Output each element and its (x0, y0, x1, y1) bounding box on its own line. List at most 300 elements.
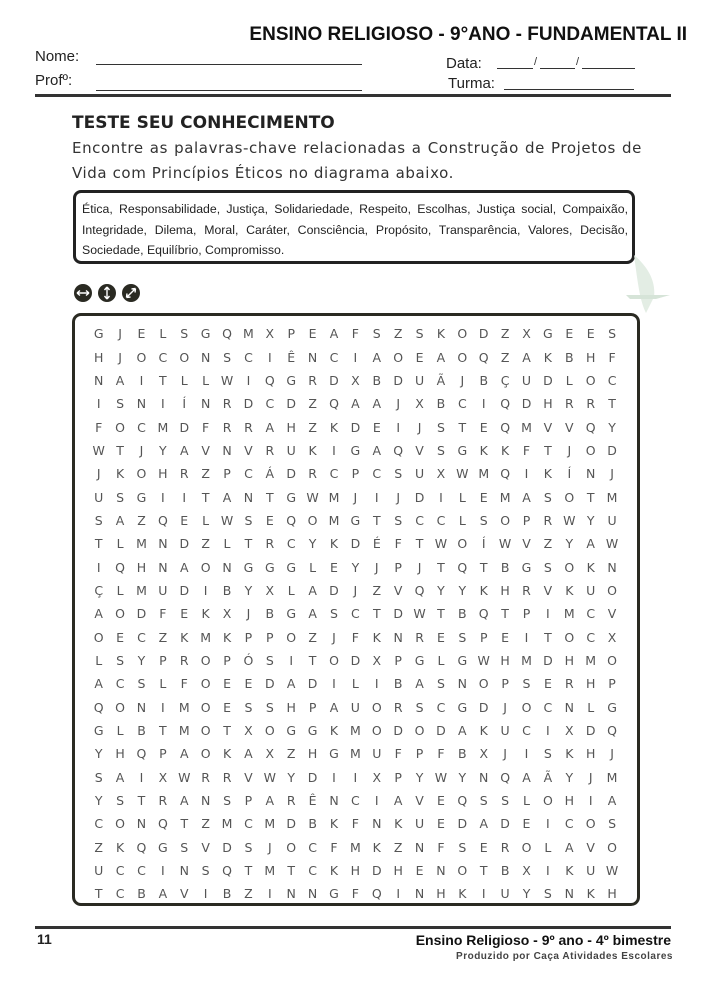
grid-letter[interactable]: L (202, 512, 210, 528)
grid-letter[interactable]: I (96, 559, 101, 575)
grid-letter[interactable]: H (307, 746, 318, 762)
grid-letter[interactable]: O (286, 629, 297, 645)
grid-letter[interactable]: M (264, 816, 276, 832)
grid-letter[interactable]: I (396, 886, 400, 902)
date-day-field[interactable] (497, 68, 533, 69)
grid-letter[interactable]: T (544, 442, 552, 458)
grid-letter[interactable]: X (222, 606, 232, 622)
grid-letter[interactable]: T (544, 629, 552, 645)
grid-letter[interactable]: C (158, 349, 168, 365)
grid-letter[interactable]: I (374, 793, 379, 809)
grid-letter[interactable]: O (307, 512, 318, 528)
grid-letter[interactable]: O (115, 816, 125, 832)
grid-letter[interactable]: F (437, 839, 445, 855)
grid-letter[interactable]: I (524, 466, 529, 482)
grid-letter[interactable]: U (372, 746, 382, 762)
grid-letter[interactable]: D (307, 769, 318, 785)
grid-letter[interactable]: A (158, 886, 168, 902)
grid-letter[interactable]: Z (308, 396, 317, 412)
grid-letter[interactable]: Z (158, 629, 168, 645)
grid-letter[interactable]: X (522, 326, 531, 342)
grid-letter[interactable]: M (349, 723, 361, 739)
grid-letter[interactable]: L (159, 326, 167, 342)
grid-letter[interactable]: B (500, 863, 510, 879)
grid-letter[interactable]: W (306, 489, 319, 505)
grid-letter[interactable]: L (116, 536, 124, 552)
grid-letter[interactable]: F (394, 746, 402, 762)
grid-letter[interactable]: X (372, 652, 382, 668)
grid-letter[interactable]: M (264, 863, 276, 879)
grid-letter[interactable]: Y (159, 442, 167, 458)
grid-letter[interactable]: F (159, 606, 167, 622)
grid-letter[interactable]: E (415, 349, 424, 365)
grid-letter[interactable]: D (543, 372, 553, 388)
grid-letter[interactable]: N (200, 349, 211, 365)
grid-letter[interactable]: E (116, 629, 125, 645)
grid-letter[interactable]: D (393, 606, 403, 622)
grid-letter[interactable]: F (437, 746, 445, 762)
grid-letter[interactable]: Y (458, 582, 467, 598)
grid-letter[interactable]: T (437, 606, 445, 622)
grid-letter[interactable]: A (329, 326, 339, 342)
grid-letter[interactable]: D (307, 676, 318, 692)
grid-letter[interactable]: S (436, 419, 445, 435)
grid-letter[interactable]: E (479, 419, 488, 435)
grid-letter[interactable]: J (503, 746, 507, 762)
grid-letter[interactable]: T (94, 886, 103, 902)
grid-letter[interactable]: H (115, 746, 125, 762)
grid-letter[interactable]: S (415, 699, 424, 715)
grid-letter[interactable]: O (521, 699, 532, 715)
grid-letter[interactable]: I (161, 699, 165, 715)
grid-letter[interactable]: Y (565, 769, 574, 785)
grid-letter[interactable]: W (434, 769, 448, 785)
grid-letter[interactable]: N (243, 489, 254, 505)
grid-letter[interactable]: L (116, 723, 124, 739)
grid-letter[interactable]: K (329, 723, 339, 739)
grid-letter[interactable]: C (564, 816, 574, 832)
grid-letter[interactable]: O (585, 372, 596, 388)
grid-letter[interactable]: G (543, 326, 553, 342)
grid-letter[interactable]: K (115, 839, 125, 855)
grid-letter[interactable]: O (393, 349, 404, 365)
grid-letter[interactable]: B (479, 372, 489, 388)
grid-letter[interactable]: K (586, 886, 595, 902)
grid-letter[interactable]: O (607, 582, 617, 598)
grid-letter[interactable]: T (94, 536, 103, 552)
grid-letter[interactable]: A (179, 746, 189, 762)
grid-letter[interactable]: S (372, 326, 381, 342)
grid-letter[interactable]: B (500, 559, 510, 575)
grid-letter[interactable]: F (180, 676, 188, 692)
grid-letter[interactable]: P (223, 652, 231, 668)
grid-letter[interactable]: L (309, 559, 317, 575)
grid-letter[interactable]: I (481, 886, 486, 902)
grid-letter[interactable]: O (115, 419, 125, 435)
grid-letter[interactable]: C (372, 466, 382, 482)
grid-letter[interactable]: I (161, 396, 165, 412)
grid-letter[interactable]: N (307, 349, 318, 365)
grid-letter[interactable]: X (265, 582, 275, 598)
name-field[interactable] (96, 64, 362, 65)
grid-letter[interactable]: T (372, 606, 381, 622)
grid-letter[interactable]: Q (500, 769, 511, 785)
grid-letter[interactable]: S (458, 629, 467, 645)
grid-letter[interactable]: A (351, 396, 360, 412)
grid-letter[interactable]: R (265, 536, 275, 552)
grid-letter[interactable]: B (393, 676, 403, 692)
grid-letter[interactable]: O (607, 652, 617, 668)
grid-letter[interactable]: D (393, 372, 403, 388)
grid-letter[interactable]: I (246, 372, 251, 388)
grid-letter[interactable]: D (136, 606, 147, 622)
grid-letter[interactable]: E (479, 839, 488, 855)
grid-letter[interactable]: A (372, 442, 382, 458)
grid-letter[interactable]: O (93, 629, 104, 645)
grid-letter[interactable]: N (94, 372, 104, 388)
grid-letter[interactable]: D (457, 816, 468, 832)
grid-letter[interactable]: M (478, 466, 490, 482)
grid-letter[interactable]: C (137, 863, 146, 879)
grid-letter[interactable]: D (350, 536, 361, 552)
grid-letter[interactable]: M (328, 489, 340, 505)
grid-letter[interactable]: A (94, 606, 103, 622)
grid-letter[interactable]: C (543, 699, 553, 715)
grid-letter[interactable]: D (286, 816, 297, 832)
grid-letter[interactable]: O (200, 652, 211, 668)
grid-letter[interactable]: K (543, 466, 552, 482)
grid-letter[interactable]: N (414, 839, 425, 855)
grid-letter[interactable]: K (501, 442, 510, 458)
grid-letter[interactable]: K (372, 839, 381, 855)
grid-letter[interactable]: W (178, 769, 191, 785)
grid-letter[interactable]: Q (500, 396, 511, 412)
grid-letter[interactable]: X (565, 723, 574, 739)
grid-letter[interactable]: W (605, 536, 619, 552)
grid-letter[interactable]: E (265, 512, 274, 528)
grid-letter[interactable]: H (286, 699, 296, 715)
grid-letter[interactable]: Ê (308, 793, 317, 809)
grid-letter[interactable]: R (393, 699, 403, 715)
grid-letter[interactable]: J (139, 442, 144, 458)
grid-letter[interactable]: S (608, 326, 617, 342)
grid-letter[interactable]: S (265, 652, 274, 668)
grid-letter[interactable]: Q (371, 886, 382, 902)
grid-letter[interactable]: K (543, 349, 552, 365)
grid-letter[interactable]: H (93, 349, 104, 365)
grid-letter[interactable]: J (567, 442, 572, 458)
grid-letter[interactable]: Z (201, 466, 210, 482)
grid-letter[interactable]: I (546, 816, 550, 832)
grid-letter[interactable]: O (115, 606, 125, 622)
grid-letter[interactable]: S (244, 839, 253, 855)
grid-letter[interactable]: G (286, 606, 297, 622)
grid-letter[interactable]: A (415, 676, 424, 692)
grid-letter[interactable]: N (607, 559, 617, 575)
grid-letter[interactable]: I (267, 349, 272, 365)
grid-letter[interactable]: T (180, 816, 189, 832)
grid-letter[interactable]: D (478, 326, 489, 342)
grid-letter[interactable]: T (308, 652, 317, 668)
grid-letter[interactable]: T (372, 512, 381, 528)
grid-letter[interactable]: J (610, 466, 614, 482)
grid-letter[interactable]: S (201, 863, 210, 879)
grid-letter[interactable]: U (500, 886, 510, 902)
grid-letter[interactable]: I (353, 769, 358, 785)
grid-letter[interactable]: C (286, 536, 296, 552)
grid-letter[interactable]: A (479, 816, 488, 832)
grid-letter[interactable]: C (244, 816, 253, 832)
grid-letter[interactable]: Q (136, 746, 147, 762)
grid-letter[interactable]: Z (500, 349, 510, 365)
grid-letter[interactable]: T (223, 723, 231, 739)
grid-letter[interactable]: R (244, 419, 253, 435)
grid-letter[interactable]: K (372, 629, 381, 645)
grid-letter[interactable]: G (93, 326, 104, 342)
grid-letter[interactable]: R (564, 676, 574, 692)
grid-letter[interactable]: P (608, 676, 616, 692)
grid-letter[interactable]: S (501, 793, 510, 809)
grid-letter[interactable]: T (137, 793, 146, 809)
grid-letter[interactable]: M (349, 746, 361, 762)
grid-letter[interactable]: R (179, 466, 189, 482)
grid-letter[interactable]: W (434, 536, 448, 552)
grid-letter[interactable]: O (542, 793, 553, 809)
grid-letter[interactable]: T (244, 863, 253, 879)
grid-letter[interactable]: Í (481, 536, 486, 552)
grid-letter[interactable]: T (608, 396, 616, 412)
grid-letter[interactable]: Z (308, 629, 317, 645)
grid-letter[interactable]: D (436, 723, 446, 739)
grid-letter[interactable]: M (157, 419, 169, 435)
teacher-field[interactable] (96, 90, 362, 91)
grid-letter[interactable]: A (115, 372, 125, 388)
grid-letter[interactable]: K (565, 582, 574, 598)
grid-letter[interactable]: O (136, 349, 147, 365)
grid-letter[interactable]: T (437, 559, 445, 575)
grid-letter[interactable]: K (394, 816, 403, 832)
grid-letter[interactable]: O (457, 536, 468, 552)
grid-letter[interactable]: L (544, 839, 552, 855)
grid-letter[interactable]: P (479, 629, 488, 645)
grid-letter[interactable]: C (522, 723, 531, 739)
grid-letter[interactable]: D (350, 419, 361, 435)
grid-letter[interactable]: S (244, 699, 253, 715)
grid-letter[interactable]: Z (201, 816, 210, 832)
grid-letter[interactable]: R (201, 769, 210, 785)
grid-letter[interactable]: C (436, 512, 446, 528)
grid-letter[interactable]: S (522, 676, 531, 692)
grid-letter[interactable]: O (329, 652, 339, 668)
grid-letter[interactable]: N (286, 886, 296, 902)
grid-letter[interactable]: D (393, 723, 403, 739)
grid-letter[interactable]: X (265, 746, 275, 762)
grid-letter[interactable]: W (498, 536, 512, 552)
grid-letter[interactable]: K (458, 886, 467, 902)
grid-letter[interactable]: V (543, 419, 553, 435)
grid-letter[interactable]: M (200, 629, 212, 645)
grid-letter[interactable]: J (118, 326, 122, 342)
grid-letter[interactable]: G (158, 839, 168, 855)
grid-letter[interactable]: N (372, 816, 382, 832)
grid-letter[interactable]: I (182, 489, 187, 505)
grid-letter[interactable]: M (136, 582, 147, 598)
grid-letter[interactable]: I (546, 723, 550, 739)
grid-letter[interactable]: Q (222, 326, 232, 342)
grid-letter[interactable]: A (244, 746, 253, 762)
grid-letter[interactable]: S (436, 676, 445, 692)
grid-letter[interactable]: E (522, 816, 531, 832)
grid-letter[interactable]: N (158, 536, 168, 552)
grid-letter[interactable]: É (372, 536, 381, 552)
grid-letter[interactable]: B (222, 582, 232, 598)
grid-letter[interactable]: J (396, 489, 400, 505)
grid-letter[interactable]: O (457, 326, 468, 342)
grid-letter[interactable]: N (414, 886, 425, 902)
grid-letter[interactable]: B (436, 396, 446, 412)
grid-letter[interactable]: S (394, 512, 403, 528)
grid-letter[interactable]: P (266, 629, 274, 645)
grid-letter[interactable]: P (522, 606, 531, 622)
grid-letter[interactable]: G (286, 723, 297, 739)
grid-letter[interactable]: C (308, 839, 317, 855)
grid-letter[interactable]: G (286, 489, 297, 505)
grid-letter[interactable]: I (374, 489, 379, 505)
grid-letter[interactable]: Q (478, 606, 489, 622)
grid-letter[interactable]: Y (308, 536, 317, 552)
grid-letter[interactable]: R (500, 839, 510, 855)
grid-letter[interactable]: C (244, 466, 253, 482)
grid-letter[interactable]: Á (265, 466, 275, 482)
grid-letter[interactable]: O (264, 723, 275, 739)
grid-letter[interactable]: L (351, 676, 359, 692)
grid-letter[interactable]: Q (478, 349, 489, 365)
grid-letter[interactable]: X (351, 372, 360, 388)
grid-letter[interactable]: F (351, 886, 359, 902)
grid-letter[interactable]: R (179, 652, 189, 668)
grid-letter[interactable]: D (222, 839, 232, 855)
grid-letter[interactable]: U (414, 816, 425, 832)
grid-letter[interactable]: G (329, 746, 339, 762)
grid-letter[interactable]: K (479, 582, 488, 598)
grid-letter[interactable]: U (586, 582, 596, 598)
grid-letter[interactable]: S (543, 746, 552, 762)
grid-letter[interactable]: N (222, 442, 232, 458)
grid-letter[interactable]: R (564, 396, 574, 412)
grid-letter[interactable]: U (521, 372, 532, 388)
grid-letter[interactable]: Ê (287, 349, 296, 365)
grid-letter[interactable]: O (371, 723, 382, 739)
grid-letter[interactable]: X (607, 629, 617, 645)
grid-letter[interactable]: N (158, 559, 168, 575)
grid-letter[interactable]: C (607, 372, 617, 388)
grid-letter[interactable]: H (585, 746, 596, 762)
grid-letter[interactable]: N (393, 629, 403, 645)
grid-letter[interactable]: A (265, 793, 275, 809)
grid-letter[interactable]: I (96, 396, 101, 412)
grid-letter[interactable]: O (585, 816, 596, 832)
grid-letter[interactable]: J (353, 582, 358, 598)
grid-letter[interactable]: R (286, 793, 296, 809)
grid-letter[interactable]: J (246, 606, 251, 622)
grid-letter[interactable]: G (414, 652, 425, 668)
grid-letter[interactable]: G (93, 723, 104, 739)
grid-letter[interactable]: T (266, 489, 274, 505)
grid-letter[interactable]: L (458, 512, 466, 528)
grid-letter[interactable]: V (543, 582, 553, 598)
grid-letter[interactable]: Q (115, 559, 125, 575)
grid-letter[interactable]: T (479, 863, 488, 879)
grid-letter[interactable]: T (479, 559, 488, 575)
grid-letter[interactable]: N (329, 793, 339, 809)
grid-letter[interactable]: N (136, 816, 147, 832)
grid-letter[interactable]: Q (157, 816, 168, 832)
grid-letter[interactable]: C (265, 396, 275, 412)
grid-letter[interactable]: S (180, 839, 189, 855)
grid-letter[interactable]: F (351, 629, 359, 645)
grid-letter[interactable]: F (202, 419, 210, 435)
grid-letter[interactable]: O (200, 559, 211, 575)
grid-letter[interactable]: Ç (94, 582, 104, 598)
grid-letter[interactable]: O (457, 349, 468, 365)
grid-letter[interactable]: B (458, 606, 467, 622)
grid-letter[interactable]: Q (457, 793, 468, 809)
grid-letter[interactable]: N (479, 769, 489, 785)
grid-letter[interactable]: N (436, 863, 446, 879)
grid-letter[interactable]: K (201, 606, 210, 622)
grid-letter[interactable]: O (564, 629, 575, 645)
grid-letter[interactable]: H (585, 676, 596, 692)
grid-letter[interactable]: T (287, 863, 296, 879)
grid-letter[interactable]: I (139, 372, 144, 388)
grid-letter[interactable]: D (179, 536, 190, 552)
grid-letter[interactable]: O (286, 839, 297, 855)
grid-letter[interactable]: F (351, 816, 359, 832)
grid-letter[interactable]: Y (458, 769, 467, 785)
grid-letter[interactable]: V (607, 606, 617, 622)
grid-letter[interactable]: H (500, 582, 510, 598)
grid-letter[interactable]: C (586, 629, 596, 645)
grid-letter[interactable]: O (371, 699, 382, 715)
grid-letter[interactable]: D (607, 442, 617, 458)
grid-letter[interactable]: U (286, 442, 296, 458)
grid-letter[interactable]: P (308, 699, 317, 715)
grid-letter[interactable]: F (351, 326, 359, 342)
grid-letter[interactable]: P (501, 676, 509, 692)
grid-letter[interactable]: W (605, 863, 619, 879)
grid-letter[interactable]: D (585, 723, 596, 739)
grid-letter[interactable]: O (414, 723, 425, 739)
grid-letter[interactable]: C (351, 793, 360, 809)
grid-letter[interactable]: H (585, 349, 596, 365)
grid-letter[interactable]: J (332, 629, 336, 645)
grid-letter[interactable]: A (222, 489, 232, 505)
grid-letter[interactable]: J (610, 746, 614, 762)
grid-letter[interactable]: K (222, 629, 232, 645)
grid-letter[interactable]: Y (586, 512, 595, 528)
grid-letter[interactable]: V (244, 442, 253, 458)
grid-letter[interactable]: G (457, 442, 468, 458)
grid-letter[interactable]: V (201, 839, 210, 855)
grid-letter[interactable]: O (200, 676, 211, 692)
grid-letter[interactable]: R (415, 629, 424, 645)
grid-letter[interactable]: U (350, 699, 360, 715)
grid-letter[interactable]: E (308, 326, 317, 342)
grid-letter[interactable]: S (458, 839, 467, 855)
grid-letter[interactable]: P (244, 793, 253, 809)
grid-letter[interactable]: R (222, 769, 232, 785)
grid-letter[interactable]: I (524, 746, 529, 762)
